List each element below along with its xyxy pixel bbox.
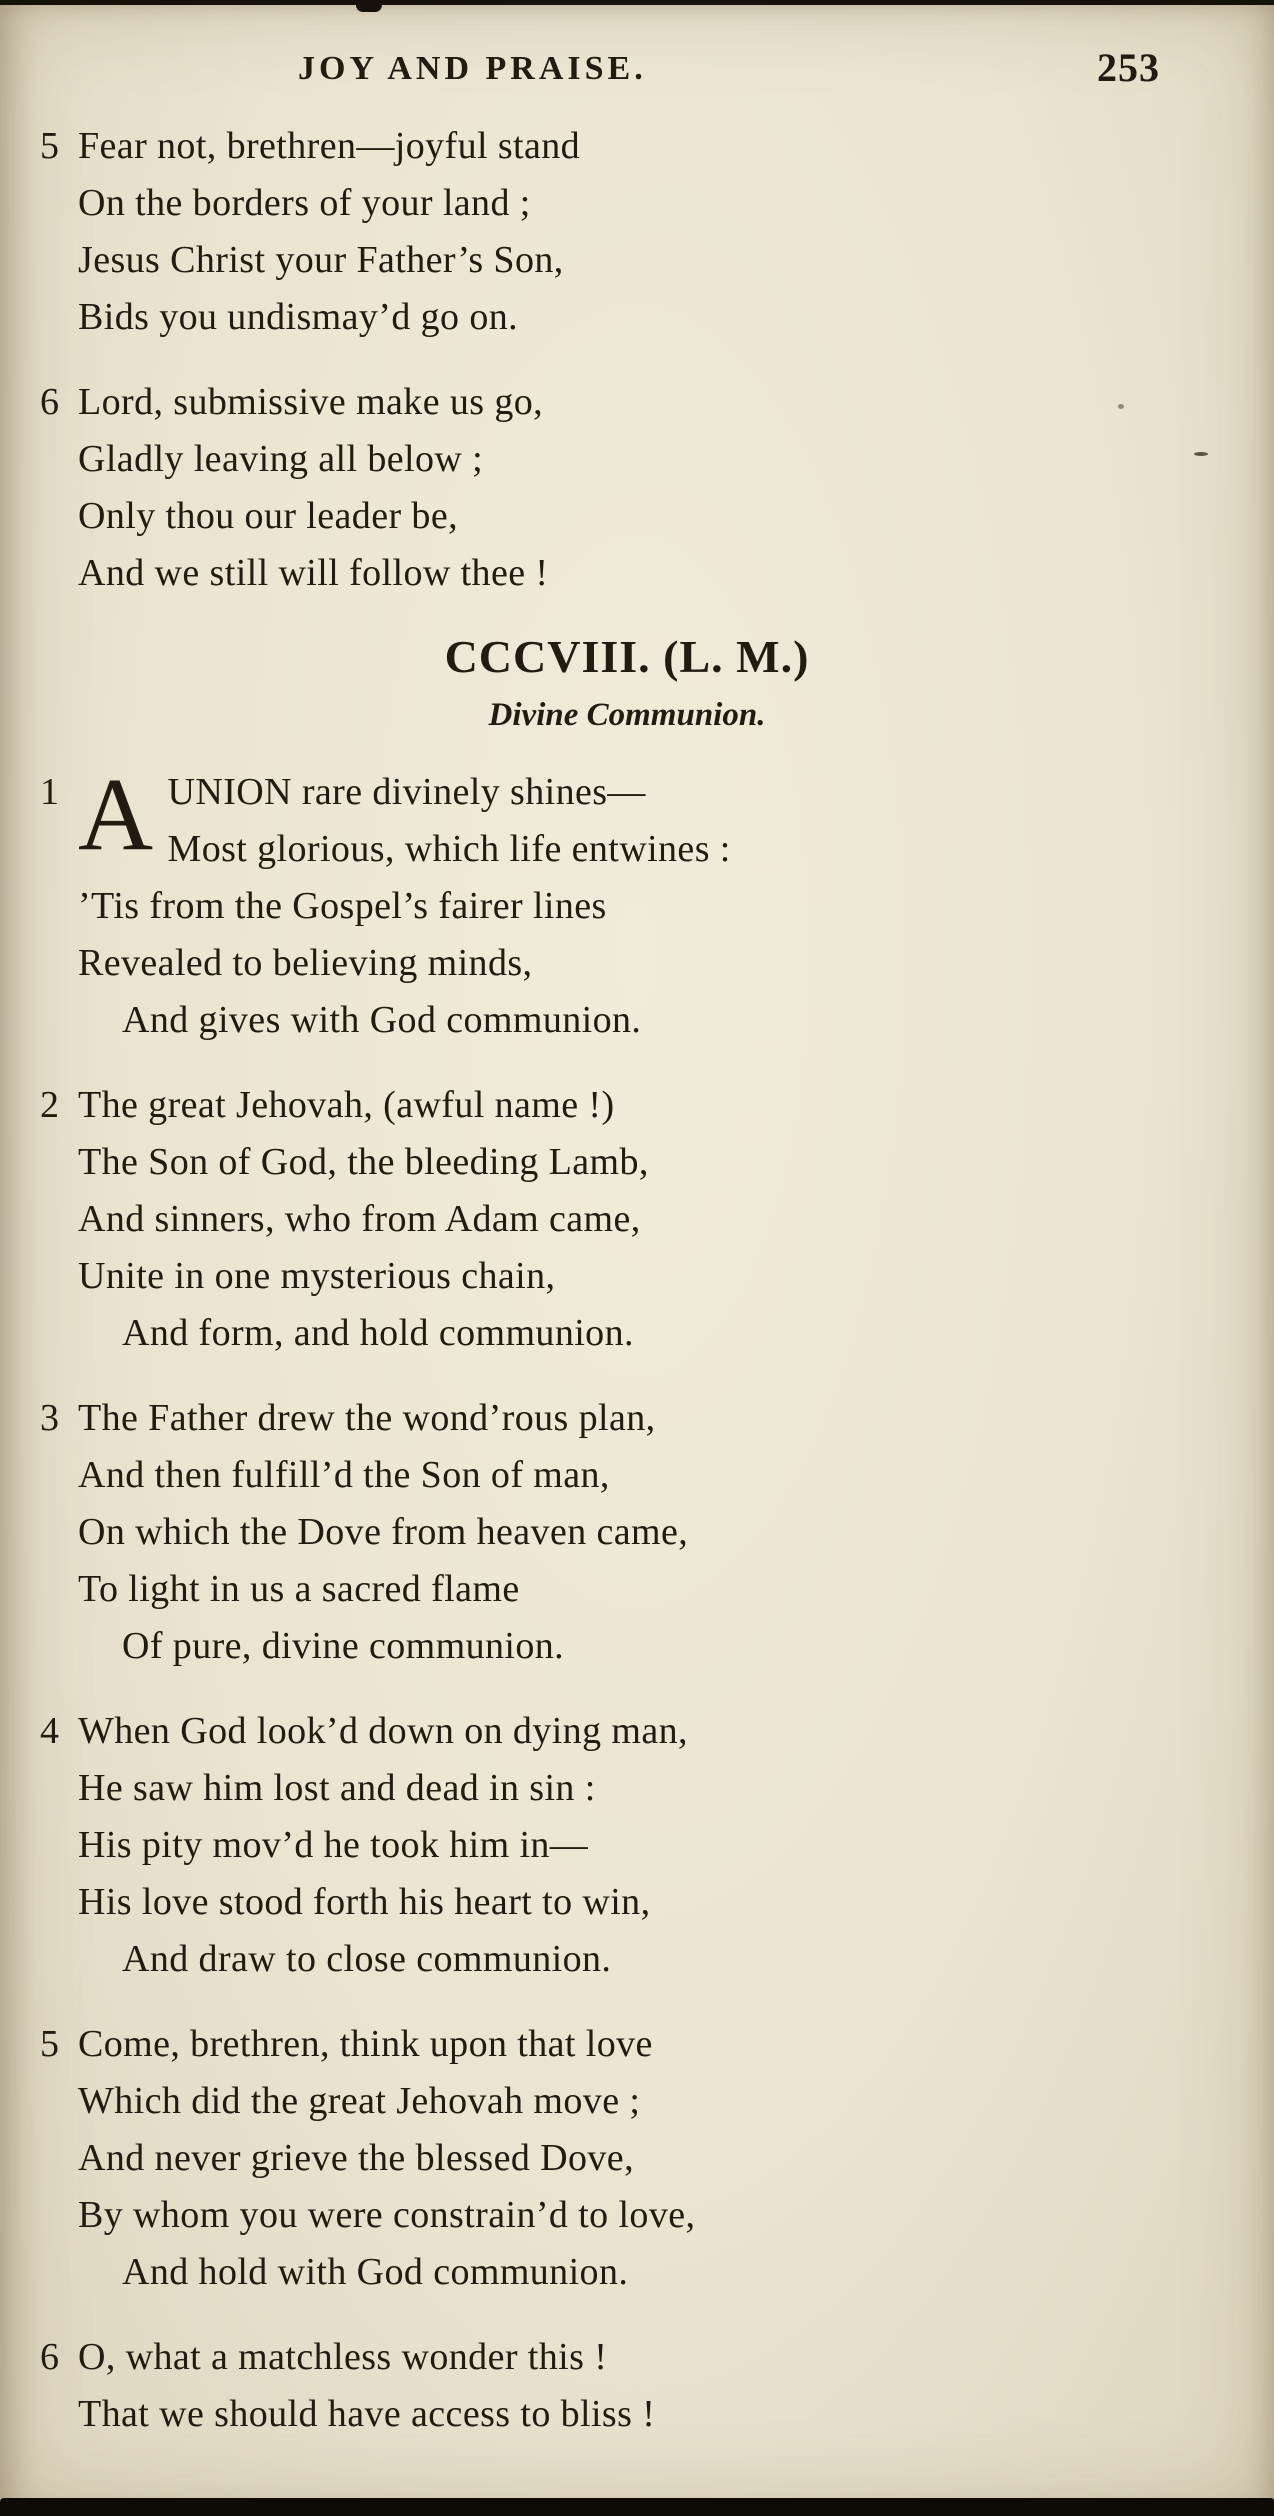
stanza-lines	[78, 2016, 1214, 2301]
stanza	[40, 1077, 1214, 1362]
scan-artifact	[1194, 452, 1208, 456]
scan-artifact	[356, 2, 382, 12]
hymn-continuation	[40, 118, 1214, 602]
verse-line: By whom you were constrain’d to love,	[78, 2194, 696, 2236]
verse-line: Lord, submissive make us go,	[78, 381, 544, 423]
verse-line: And hold with God communion.	[122, 2251, 629, 2293]
hymn-number-heading: CCCVIII. (L. M.)	[444, 631, 810, 682]
verse-line: And never grieve the blessed Dove,	[78, 2137, 634, 2179]
verse-line: And form, and hold communion.	[122, 1312, 634, 1354]
verse-line: Only thou our leader be,	[78, 495, 458, 537]
hymn-body	[40, 757, 1214, 2443]
running-head	[40, 44, 1214, 102]
verse-line: O, what a matchless wonder this !	[78, 2336, 608, 2378]
stanza	[40, 1390, 1214, 1675]
scan-artifact	[1118, 404, 1124, 409]
verse-line: And then fulfill’d the Son of man,	[78, 1454, 610, 1496]
stanza	[40, 2016, 1214, 2301]
verse-line: The great Jehovah, (awful name !)	[78, 1084, 615, 1126]
drop-cap: A	[78, 757, 154, 872]
page-title: JOY AND PRAISE.	[298, 50, 647, 87]
verse-line: Unite in one mysterious chain,	[78, 1255, 556, 1297]
verse-line: ’Tis from the Gospel’s fairer lines	[78, 885, 607, 927]
verse-line: And draw to close communion.	[122, 1938, 612, 1980]
stanza-number: 6	[40, 2336, 59, 2378]
stanza	[40, 2329, 1214, 2443]
stanza-lines	[78, 374, 1214, 602]
stanza-number: 3	[40, 1397, 59, 1439]
stanza-lines	[78, 757, 1214, 1049]
verse-line: Fear not, brethren—joyful stand	[78, 125, 581, 167]
verse-line: Of pure, divine communion.	[122, 1625, 565, 1667]
verse-line: And we still will follow thee !	[78, 552, 549, 594]
hymn-subtitle: Divine Communion.	[488, 697, 766, 733]
verse-line: His pity mov’d he took him in—	[78, 1824, 589, 1866]
verse-line: Jesus Christ your Father’s Son,	[78, 239, 564, 281]
stanza	[40, 1703, 1214, 1988]
verse-line: When God look’d down on dying man,	[78, 1710, 688, 1752]
stanza	[40, 757, 1214, 1049]
scan-bottom-edge	[0, 2498, 1274, 2516]
stanza-lines	[78, 2329, 1214, 2443]
verse-line: Come, brethren, think upon that love	[78, 2023, 653, 2065]
verse-line: Gladly leaving all below ;	[78, 438, 484, 480]
verse-line: To light in us a sacred flame	[78, 1568, 520, 1610]
stanza-number: 6	[40, 381, 59, 423]
stanza-number: 5	[40, 125, 59, 167]
stanza-number: 2	[40, 1084, 59, 1126]
verse-line: And gives with God communion.	[122, 999, 642, 1041]
verse-line: Revealed to believing minds,	[78, 942, 533, 984]
scan-top-edge	[0, 0, 1274, 5]
stanza-number: 1	[40, 771, 59, 813]
stanza	[40, 374, 1214, 602]
page-number: 253	[1097, 45, 1160, 90]
verse-line: On the borders of your land ;	[78, 182, 531, 224]
verse-line: He saw him lost and dead in sin :	[78, 1767, 596, 1809]
verse-line: UNION rare divinely shines—	[167, 771, 646, 813]
verse-line: Most glorious, which life entwines :	[167, 828, 731, 870]
stanza-number: 5	[40, 2023, 59, 2065]
verse-line: Bids you undismay’d go on.	[78, 296, 519, 338]
verse-line: On which the Dove from heaven came,	[78, 1511, 689, 1553]
stanza-lines	[78, 1077, 1214, 1362]
stanza-lines	[78, 1703, 1214, 1988]
verse-line: The Son of God, the bleeding Lamb,	[78, 1141, 649, 1183]
stanza-lines	[78, 1390, 1214, 1675]
verse-line: That we should have access to bliss !	[78, 2393, 656, 2435]
verse-line: And sinners, who from Adam came,	[78, 1198, 641, 1240]
verse-line: His love stood forth his heart to win,	[78, 1881, 651, 1923]
stanza-lines	[78, 118, 1214, 346]
verse-line: The Father drew the wond’rous plan,	[78, 1397, 656, 1439]
stanza-number: 4	[40, 1710, 59, 1752]
stanza	[40, 118, 1214, 346]
verse-line: Which did the great Jehovah move ;	[78, 2080, 641, 2122]
